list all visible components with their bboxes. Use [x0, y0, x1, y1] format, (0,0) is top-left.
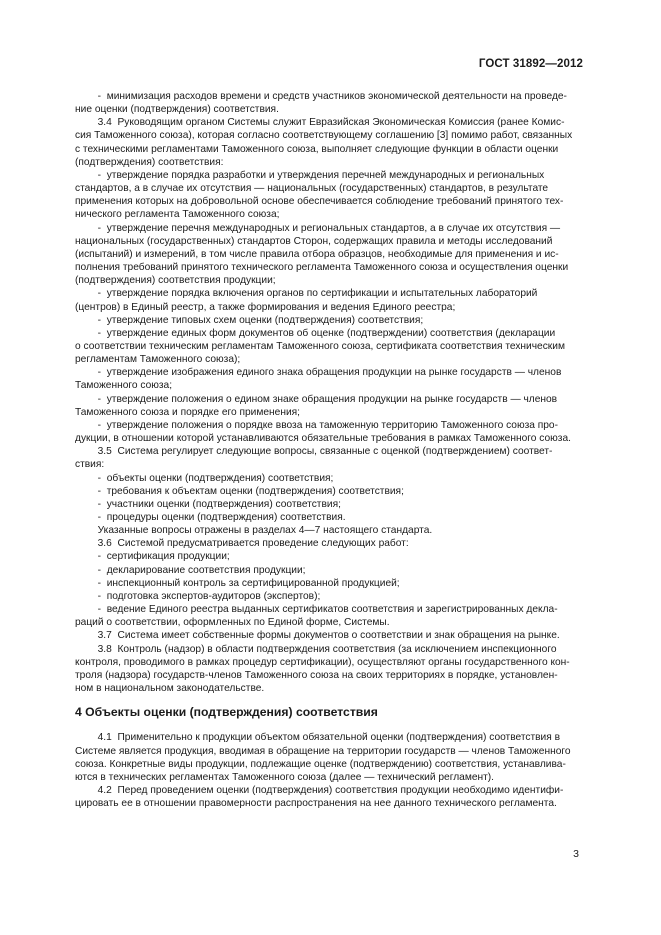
text-line: 3.8 Контроль (надзор) в области подтверждения соответствия (за исключением инспекционного: [75, 643, 557, 655]
text-line: - инспекционный контроль за сертифицированной продукцией;: [75, 577, 400, 589]
text-line: троля (надзора) государств-членов Таможенного союза на своих территориях в порядке, установлен-: [75, 669, 558, 681]
document-body: [75, 90, 583, 810]
text-line: сия Таможенного союза), которая согласно соответствующему соглашению [3] помимо работ, связанных: [75, 130, 573, 142]
text-line: полнения требований принятого технического регламента Таможенного союза и осуществления оценки: [75, 262, 569, 274]
text-line: раций о соответствии, оформленных по Единой форме, Системы.: [75, 617, 390, 629]
text-line: - требования к объектам оценки (подтверждения) соответствия;: [75, 485, 404, 497]
text-line: нического регламента Таможенного союза;: [75, 209, 280, 221]
text-line: ствия:: [75, 459, 105, 471]
text-line: союза. Конкретные виды продукции, подлежащие оценке (подтверждению) соответствия, устанавлива-: [75, 758, 566, 770]
text-line: Системе является продукция, вводимая в обращение на территории государств — членов Таможенного: [75, 745, 571, 757]
text-line: стандартов, а в случае их отсутствия — национальных (государственных) стандартов, в результате: [75, 183, 549, 195]
text-line: - утверждение типовых схем оценки (подтверждения) соответствия;: [75, 314, 424, 326]
text-line: (подтверждения) соответствия:: [75, 156, 224, 168]
text-line: - сертификация продукции;: [75, 551, 230, 563]
section-4-title: 4 Объекты оценки (подтверждения) соответствия: [75, 705, 378, 720]
text-line: Таможенного союза;: [75, 380, 173, 392]
text-line: - утверждение порядка включения органов по сертификации и испытательных лабораторий: [75, 288, 538, 300]
text-line: 4.2 Перед проведением оценки (подтверждения) соответствия продукции необходимо идентифи-: [75, 784, 564, 796]
text-line: - ведение Единого реестра выданных сертификатов соответствия и зарегистрированных декла-: [75, 604, 558, 616]
text-line: (испытаний) и измерений, в том числе правила отбора образцов, необходимые для применения и ис-: [75, 248, 559, 260]
text-line: - утверждение положения о порядке ввоза на таможенную территорию Таможенного союза про-: [75, 419, 558, 431]
text-line: 3.5 Система регулирует следующие вопросы, связанные с оценкой (подтверждением) соответ-: [75, 446, 553, 458]
text-line: с техническими регламентами Таможенного союза, выполняет следующие функции в области оценки: [75, 143, 559, 155]
text-line: дукции, в отношении которой устанавливаются обязательные требования в рамках Таможенного союза.: [75, 433, 571, 445]
text-line: - утверждение изображения единого знака обращения продукции на рынке государств — членов: [75, 367, 562, 379]
text-line: применения которых на добровольной основе обеспечивается соблюдение требований принятого тех-: [75, 196, 564, 208]
text-line: - участники оценки (подтверждения) соответствия;: [75, 498, 341, 510]
text-line: - подготовка экспертов-аудиторов (экспертов);: [75, 590, 321, 602]
text-line: регламентам Таможенного союза);: [75, 354, 241, 366]
text-line: Указанные вопросы отражены в разделах 4—7 настоящего стандарта.: [75, 525, 433, 537]
text-line: (подтверждения) соответствия продукции;: [75, 275, 276, 287]
text-line: национальных (государственных) стандартов Сторон, содержащих правила и методы исследований: [75, 235, 553, 247]
text-line: - утверждение порядка разработки и утверждения перечней международных и региональных: [75, 169, 545, 181]
text-line: - утверждение перечня международных и региональных стандартов, а в случае их отсутствия —: [75, 222, 561, 234]
text-line: ном в национальном законодательстве.: [75, 683, 265, 695]
page-number: 3: [573, 848, 579, 860]
text-line: Таможенного союза и порядке его применения;: [75, 406, 300, 418]
text-line: 4.1 Применительно к продукции объектом обязательной оценки (подтверждения) соответствия в: [75, 732, 561, 744]
section-4-text: [75, 731, 583, 810]
text-line: 3.7 Система имеет собственные формы документов о соответствии и знак обращения на рынке.: [75, 630, 560, 642]
standard-id-header: ГОСТ 31892—2012: [478, 58, 583, 70]
text-line: - минимизация расходов времени и средств участников экономической деятельности на проведе-: [75, 91, 567, 102]
text-line: - утверждение положения о едином знаке обращения продукции на рынке государств — членов: [75, 393, 558, 405]
text-line: контроля, проводимого в рамках процедур сертификации), осуществляют органы государственного кон-: [75, 656, 570, 668]
text-line: 3.6 Системой предусматривается проведение следующих работ:: [75, 538, 409, 550]
text-line: - процедуры оценки (подтверждения) соответствия.: [75, 512, 346, 523]
text-line: ются в технических регламентах Таможенного союза (далее — технический регламент).: [75, 771, 495, 783]
text-line: - декларирование соответствия продукции;: [75, 564, 306, 576]
text-line: ние оценки (подтверждения) соответствия.: [75, 104, 279, 116]
text-line: о соответствии техническим регламентам Таможенного союза, сертификата соответствия техническим: [75, 340, 565, 352]
text-line: (центров) в Единый реестр, а также формирования и ведения Единого реестра;: [75, 301, 456, 313]
text-line: - объекты оценки (подтверждения) соответствия;: [75, 472, 334, 484]
text-line: цировать ее в отношении правомерности распространения на нее данного технического регламента.: [75, 798, 557, 810]
section-3-text: [75, 90, 583, 695]
text-line: 3.4 Руководящим органом Системы служит Евразийская Экономическая Комиссия (ранее Комис-: [75, 117, 565, 129]
text-line: - утверждение единых форм документов об оценке (подтверждении) соответствия (декларации: [75, 327, 556, 339]
